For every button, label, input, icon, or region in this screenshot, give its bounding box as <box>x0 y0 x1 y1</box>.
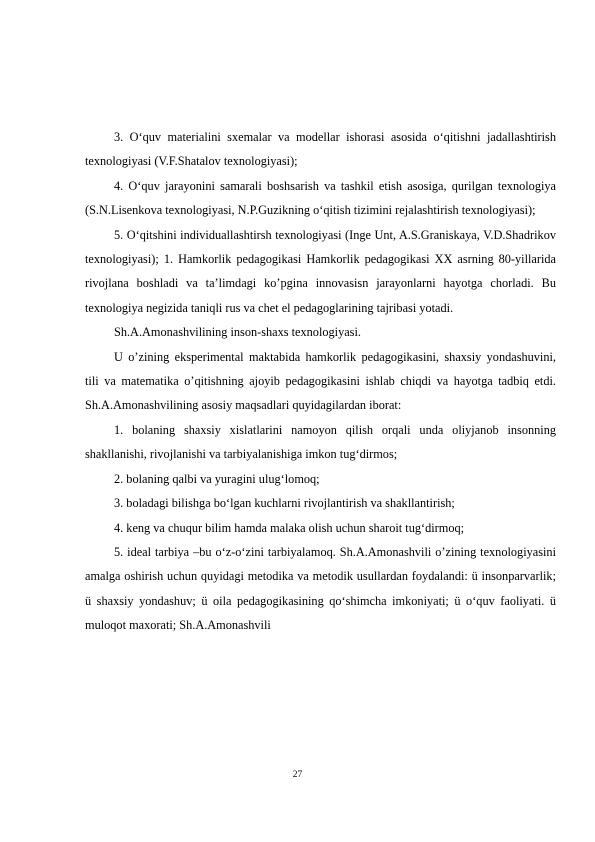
paragraph-individualization: 5. O‘qitshini individuallashtirsh texnologiyasi (Inge Unt, A.S.Graniskaya, V.D.Shadrikov texnologiyasi); 1. Hamkorlik pedagogikasi Hamkorlik pedagogikasi XX asrning 80-yillarida rivojlana boshladi va ta’limdagi ko’pgina innovasisn jarayonlarni hayotga chorladi. Bu texnologiya negizida taniqli rus va chet el pedagoglarining tajribasi yotadi. <box>85 227 556 315</box>
list-item-goal-2: 2. bolaning qalbi va yuragini ulug‘lomoq; <box>114 471 320 486</box>
list-item-goal-5: 5. ideal tarbiya –bu o‘z-o‘zini tarbiyalamoq. Sh.A.Amonashvili o’zining texnologiyasini amalga oshirish uchun quyidagi metodika va metodik usullardan foydalandi: ü insonparvarlik; ü shaxsiy yondashuv; ü oila pedagogikasining qo‘shimcha imkoniyati; ü o‘quv faoliyati. ü muloqot maxorati; Sh.A.Amonashvili <box>85 544 556 633</box>
page-number: 27 <box>292 770 303 780</box>
paragraph-lisenkova: 4. O‘quv jarayonini samarali boshsarish va tashkil etish asosiga, qurilgan texnologiya (S.N.Lisenkova texnologiyasi, N.P.Guzikning o‘qitish tizimini rejalashtirish texnologiyasi); <box>85 178 556 218</box>
paragraph-experimental-school: U o’zining eksperimental maktabida hamkorlik pedagogikasini, shaxsiy yondashuvini, tili va matematika o’qitishning ajoyib pedagogikasini ishlab chiqdi va hayotga tadbiq etdi. Sh.A.Amonashvilining asosiy maqsadlari quyidagilardan iborat: <box>85 349 556 413</box>
document-body <box>85 125 556 638</box>
list-item-goal-1: 1. bolaning shaxsiy xislatlarini namoyon qilish orqali unda oliyjanob insonning shakllanishi, rivojlanishi va tarbiyalanishiga imkon tug‘dirmos; <box>85 422 556 462</box>
paragraph-amonashvili-heading: Sh.A.Amonashvilining inson-shaxs texnologiyasi. <box>114 325 361 340</box>
list-item-goal-3: 3. boladagi bilishga bo‘lgan kuchlarni rivojlantirish va shakllantirish; <box>114 496 455 511</box>
list-item-goal-4: 4. keng va chuqur bilim hamda malaka olish uchun sharoit tug‘dirmoq; <box>114 520 465 535</box>
paragraph-shatalov: 3. O‘quv materialini sxemalar va modellar ishorasi asosida o‘qitishni jadallashtirish texnologiyasi (V.F.Shatalov texnologiyasi); <box>85 130 556 169</box>
